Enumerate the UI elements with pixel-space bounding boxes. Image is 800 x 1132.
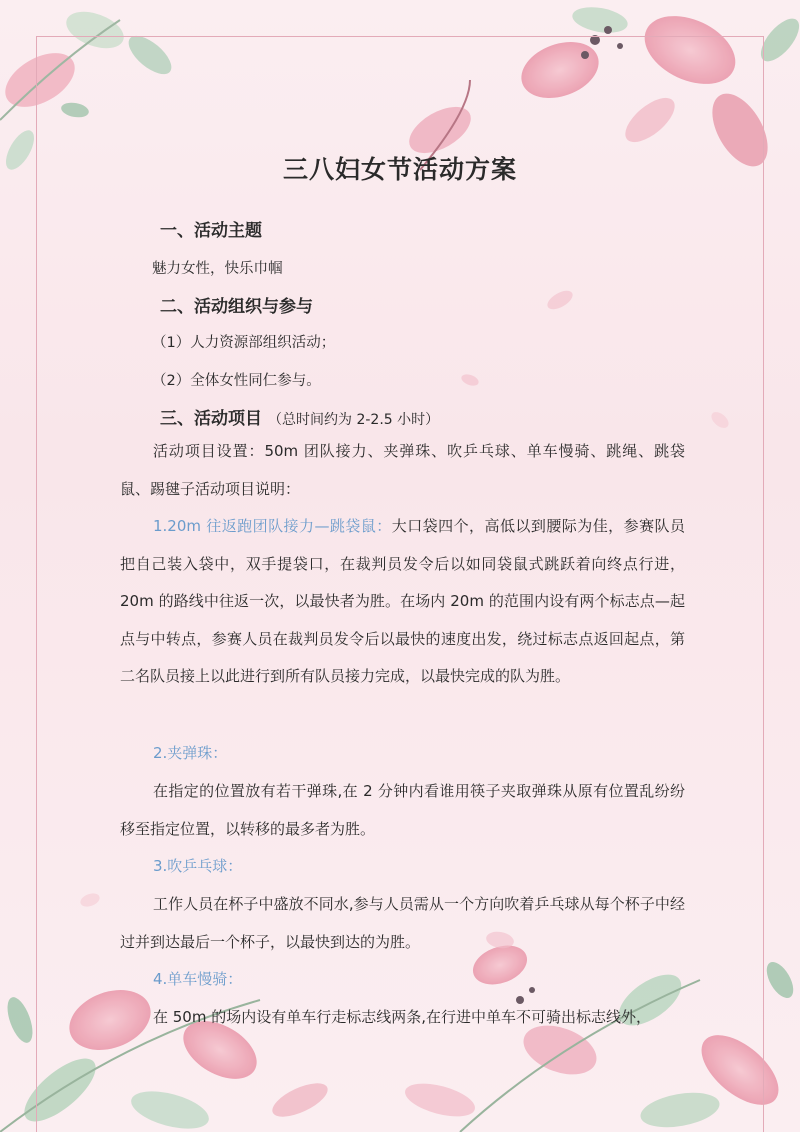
organization-line-2: （2）全体女性同仁参与。 <box>152 373 321 389</box>
activities-heading-text: 三、活动项目 <box>160 409 262 429</box>
item-3-title: 3.吹乒乓球： <box>153 857 243 875</box>
item-2-title: 2.夹弹珠： <box>153 744 228 762</box>
theme-text: 魅力女性，快乐巾帼 <box>152 261 283 277</box>
section-heading-organization: 二、活动组织与参与 <box>160 297 313 317</box>
activities-intro: 活动项目设置：50m 团队接力、夹弹珠、吹乒乓球、单车慢骑、跳绳、跳袋鼠、踢毽子活动项目说明： <box>120 442 685 498</box>
section-heading-theme: 一、活动主题 <box>160 221 262 241</box>
item-1-body: 大口袋四个，高低以到腰际为佳，参赛队员把自己装入袋中，双手提袋口，在裁判员发令后以如同袋鼠式跳跃着向终点行进，20m 的路线中往返一次，以最快者为胜。在场内 20m 的范围内设有两个标志点—起点与中转点，参赛人员在裁判员发令后以最快的速度出发，绕过标志点返回起点，第二名队员接上以此进行到所有队员接力完成，以最快完成的队为胜。 <box>120 517 685 685</box>
item-4-body: 在 50m 的场内设有单车行走标志线两条,在行进中单车不可骑出标志线外， <box>153 1008 652 1026</box>
item-1-title: 1.20m 往返跑团队接力—跳袋鼠： <box>153 517 392 535</box>
activities-time-note: （总时间约为 2-2.5 小时） <box>268 412 440 428</box>
item-4-title: 4.单车慢骑： <box>153 970 243 988</box>
organization-line-1: （1）人力资源部组织活动； <box>152 335 336 351</box>
item-3-body: 工作人员在杯子中盛放不同水,参与人员需从一个方向吹着乒乓球从每个杯子中经过并到达最后一个杯子，以最快到达的为胜。 <box>120 895 685 951</box>
document-title: 三八妇女节活动方案 <box>282 155 517 184</box>
section-heading-activities <box>160 404 439 429</box>
item-2-body: 在指定的位置放有若干弹珠,在 2 分钟内看谁用筷子夹取弹珠从原有位置乱纷纷移至指定位置，以转移的最多者为胜。 <box>120 782 685 838</box>
item-1-paragraph <box>120 508 685 696</box>
